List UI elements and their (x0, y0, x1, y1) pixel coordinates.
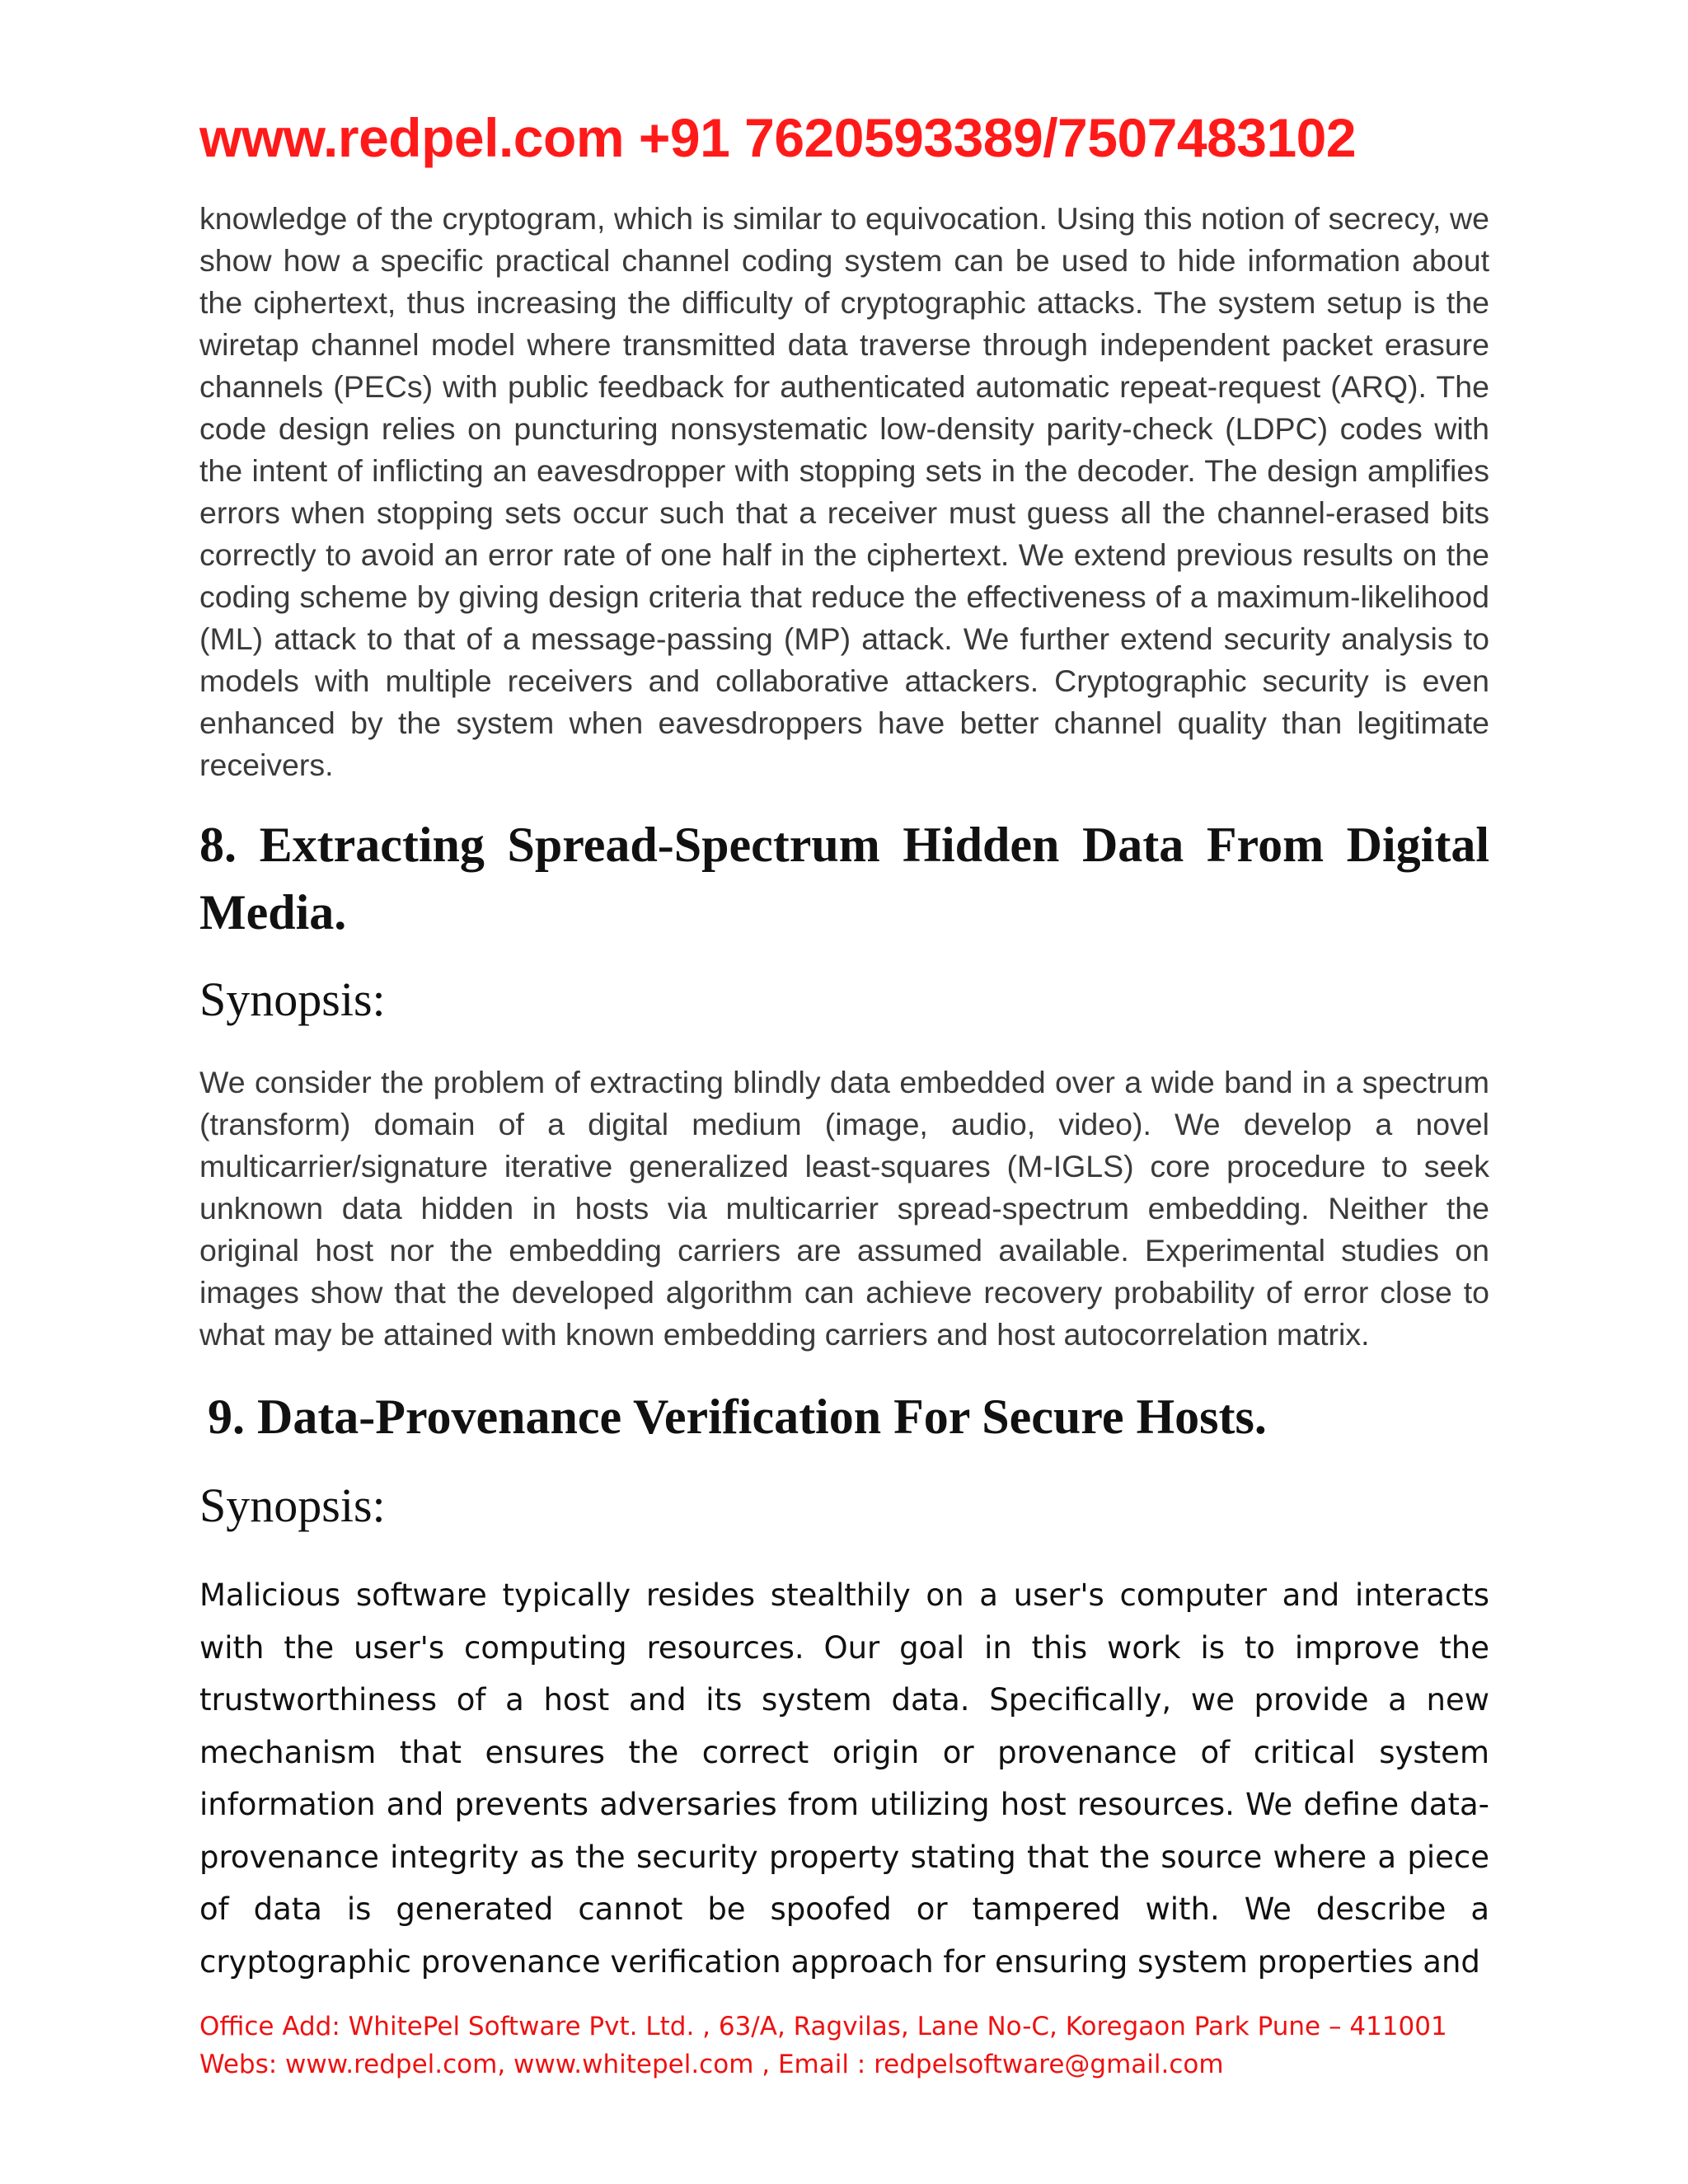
section-9-synopsis-text: Malicious software typically resides stealthily on a user's computer and interacts with the user's computing resources. Our goal in this work is to improve the trustworthiness of a host and its system data. Specifically, we provide a new mechanism that ensures the correct origin or provenance of critical system information and prevents adversaries from utilizing host resources. We define data-provenance integrity as the security property stating that the source where a piece of data is generated cannot be spoofed or tampered with. We describe a cryptographic provenance verification approach for ensuring system properties and (199, 1577, 1489, 1980)
section-8 (199, 811, 1489, 946)
section-8-synopsis-text: We consider the problem of extracting blindly data embedded over a wide band in a spectrum (transform) domain of a digital medium (image, audio, video). We develop a novel multicarrier/signature iterative generalized least-squares (M-IGLS) core procedure to seek unknown data hidden in hosts via multicarrier spread-spectrum embedding. Neither the original host nor the embedding carriers are assumed available. Experimental studies on images show that the developed algorithm can achieve recovery probability of error close to what may be attained with known embedding carriers and host autocorrelation matrix. (199, 1065, 1489, 1352)
section-8-synopsis-label: Synopsis: (199, 972, 386, 1026)
page-footer (199, 2008, 1447, 2083)
section-8-title: 8. Extracting Spread-Spectrum Hidden Data From Digital Media. (199, 818, 1489, 940)
contact-header: www.redpel.com +91 7620593389/7507483102 (199, 107, 1357, 168)
section-8-body (199, 1062, 1489, 1356)
footer-address: Office Add: WhitePel Software Pvt. Ltd. , 63/A, Ragvilas, Lane No-C, Koregaon Park Pune – 411001 (199, 2012, 1447, 2041)
section-9-synopsis-block (199, 1477, 1489, 1535)
section-7-text: knowledge of the cryptogram, which is similar to equivocation. Using this notion of secrecy, we show how a specific practical channel coding system can be used to hide information about the ciphertext, thus increasing the difficulty of cryptographic attacks. The system setup is the wiretap channel model where transmitted data traverse through independent packet erasure channels (PECs) with public feedback for authenticated automatic repeat-request (ARQ). The code design relies on puncturing nonsystematic low-density parity-check (LDPC) codes with the intent of inflicting an eavesdropper with stopping sets in the decoder. The design amplifies errors when stopping sets occur such that a receiver must guess all the channel-erased bits correctly to avoid an error rate of one half in the ciphertext. We extend previous results on the coding scheme by giving design criteria that reduce the effectiveness of a maximum-likelihood (ML) attack to that of a message-passing (MP) attack. We further extend security analysis to models with multiple receivers and collaborative attackers. Cryptographic security is even enhanced by the system when eavesdroppers have better channel quality than legitimate receivers. (199, 201, 1489, 782)
section-9-synopsis-label: Synopsis: (199, 1479, 386, 1532)
section-8-synopsis-block (199, 971, 1489, 1029)
footer-websites: Webs: www.redpel.com, www.whitepel.com , Email : redpelsoftware@gmail.com (199, 2050, 1224, 2079)
section-9-body (199, 1569, 1489, 1988)
section-9 (208, 1383, 1489, 1451)
section-7-continued (199, 198, 1489, 786)
section-9-title: 9. Data-Provenance Verification For Secure Hosts. (208, 1390, 1267, 1444)
